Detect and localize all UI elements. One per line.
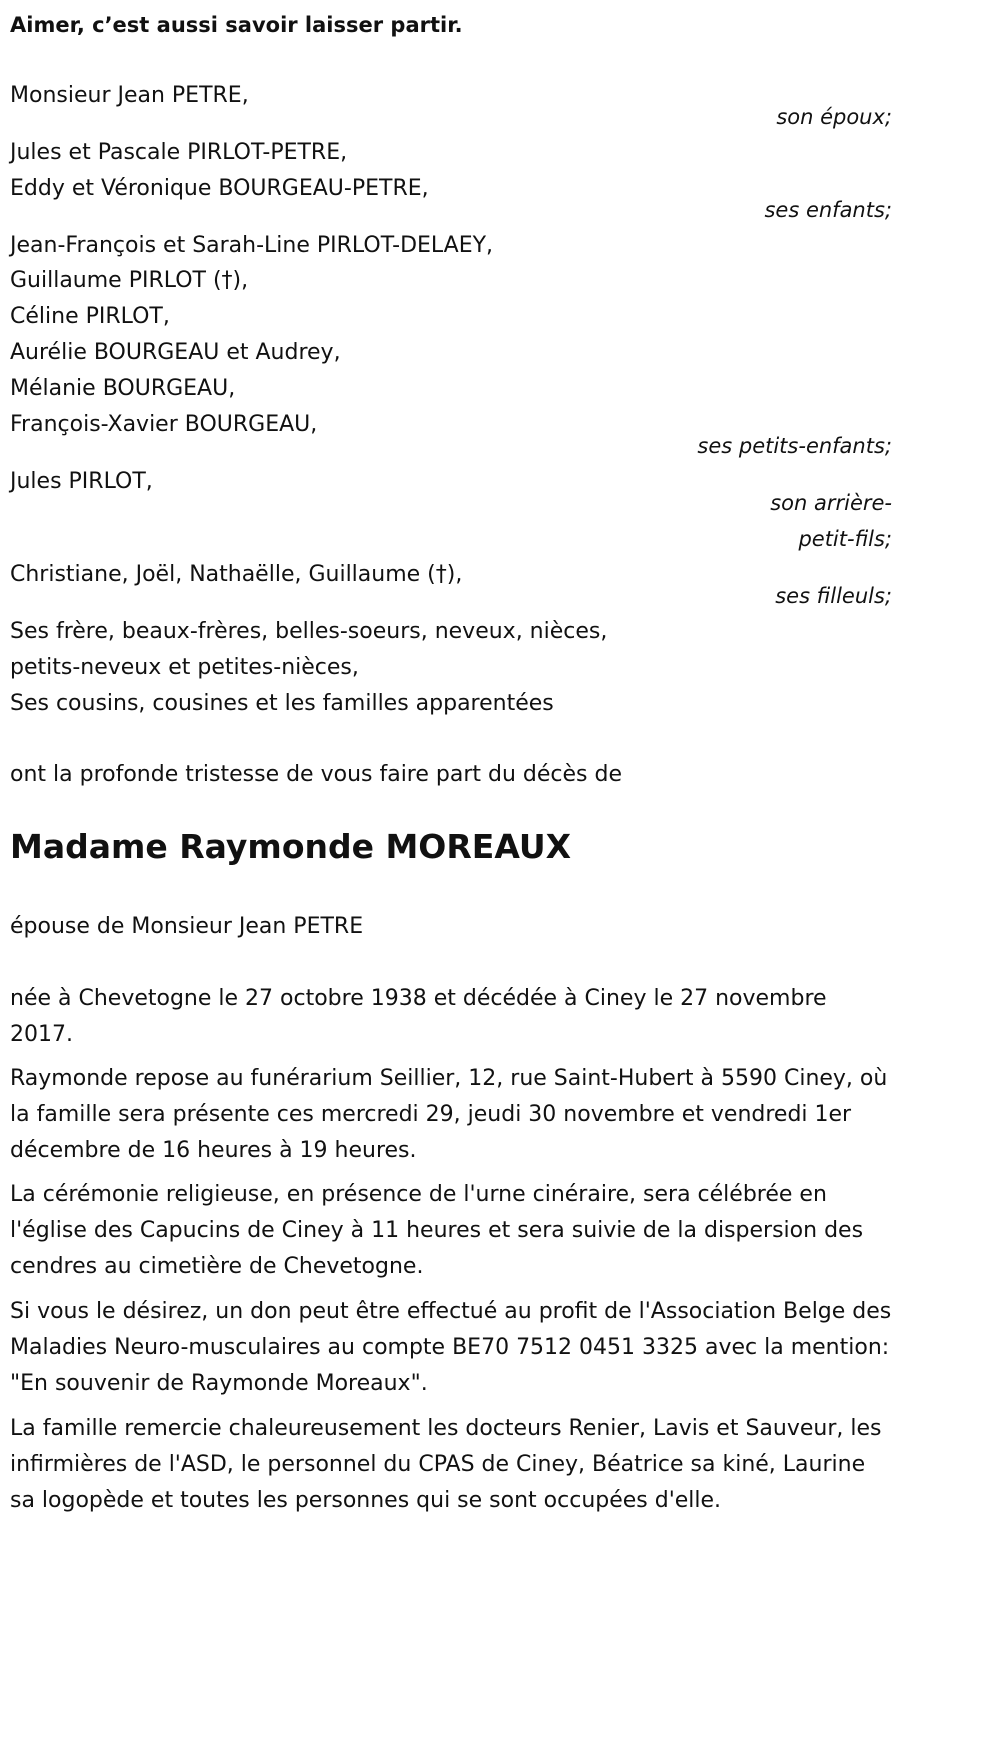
grandchild-name: Céline PIRLOT,	[10, 304, 170, 329]
ceremony-paragraph: La cérémonie religieuse, en présence de l'urne cinéraire, sera célébrée en l'église des Capucins de Ciney à 11 heures et sera suivie de la dispersion des cendres au cimetière de Chevetogne.	[10, 1182, 864, 1279]
grandchild-name: Mélanie BOURGEAU,	[10, 376, 236, 401]
relatives-line: Ses frère, beaux-frères, belles-soeurs, neveux, nièces,	[10, 619, 608, 644]
deceased-name-heading: Madame Raymonde MOREAUX	[10, 827, 572, 866]
godchildren-names: Christiane, Joël, Nathaëlle, Guillaume (†),	[10, 562, 463, 587]
great-grandchild-name: Jules PIRLOT,	[10, 469, 153, 494]
motto-heading: Aimer, c’est aussi savoir laisser partir.	[10, 13, 463, 37]
children-role: ses enfants;	[764, 198, 892, 222]
child-name: Eddy et Véronique BOURGEAU-PETRE,	[10, 176, 429, 201]
great-grandchild-role-line2: petit-fils;	[798, 527, 892, 551]
relatives-line: Ses cousins, cousines et les familles apparentées	[10, 691, 554, 716]
announcement-text: ont la profonde tristesse de vous faire part du décès de	[10, 762, 622, 787]
grandchild-name: Guillaume PIRLOT (†),	[10, 268, 249, 293]
visitation-paragraph: Raymonde repose au funérarium Seillier, 12, rue Saint-Hubert à 5590 Ciney, où la famille sera présente ces mercredi 29, jeudi 30 novembre et vendredi 1er décembre de 16 heures à 19 heures.	[10, 1066, 888, 1163]
grandchild-name: Jean-François et Sarah-Line PIRLOT-DELAEY,	[10, 233, 494, 258]
birth-death-paragraph: née à Chevetogne le 27 octobre 1938 et décédée à Ciney le 27 novembre 2017.	[10, 986, 827, 1047]
thanks-paragraph: La famille remercie chaleureusement les docteurs Renier, Lavis et Sauveur, les infirmières de l'ASD, le personnel du CPAS de Ciney, Béatrice sa kiné, Laurine sa logopède et toutes les personnes qui se sont occupées d'elle.	[10, 1416, 882, 1513]
grandchildren-role: ses petits-enfants;	[697, 434, 892, 458]
relatives-line: petits-neveux et petites-nièces,	[10, 655, 359, 680]
grandchild-name: François-Xavier BOURGEAU,	[10, 412, 318, 437]
spouse-role: son époux;	[776, 105, 892, 129]
spouse-of-text: épouse de Monsieur Jean PETRE	[10, 914, 364, 939]
spouse-name: Monsieur Jean PETRE,	[10, 83, 249, 108]
great-grandchild-role-line1: son arrière-	[770, 491, 892, 515]
godchildren-role: ses filleuls;	[775, 584, 892, 608]
donation-paragraph: Si vous le désirez, un don peut être effectué au profit de l'Association Belge des Maladies Neuro-musculaires au compte BE70 7512 0451 3325 avec la mention: "En souvenir de Raymonde Moreaux".	[10, 1299, 892, 1396]
grandchild-name: Aurélie BOURGEAU et Audrey,	[10, 340, 341, 365]
child-name: Jules et Pascale PIRLOT-PETRE,	[10, 140, 348, 165]
